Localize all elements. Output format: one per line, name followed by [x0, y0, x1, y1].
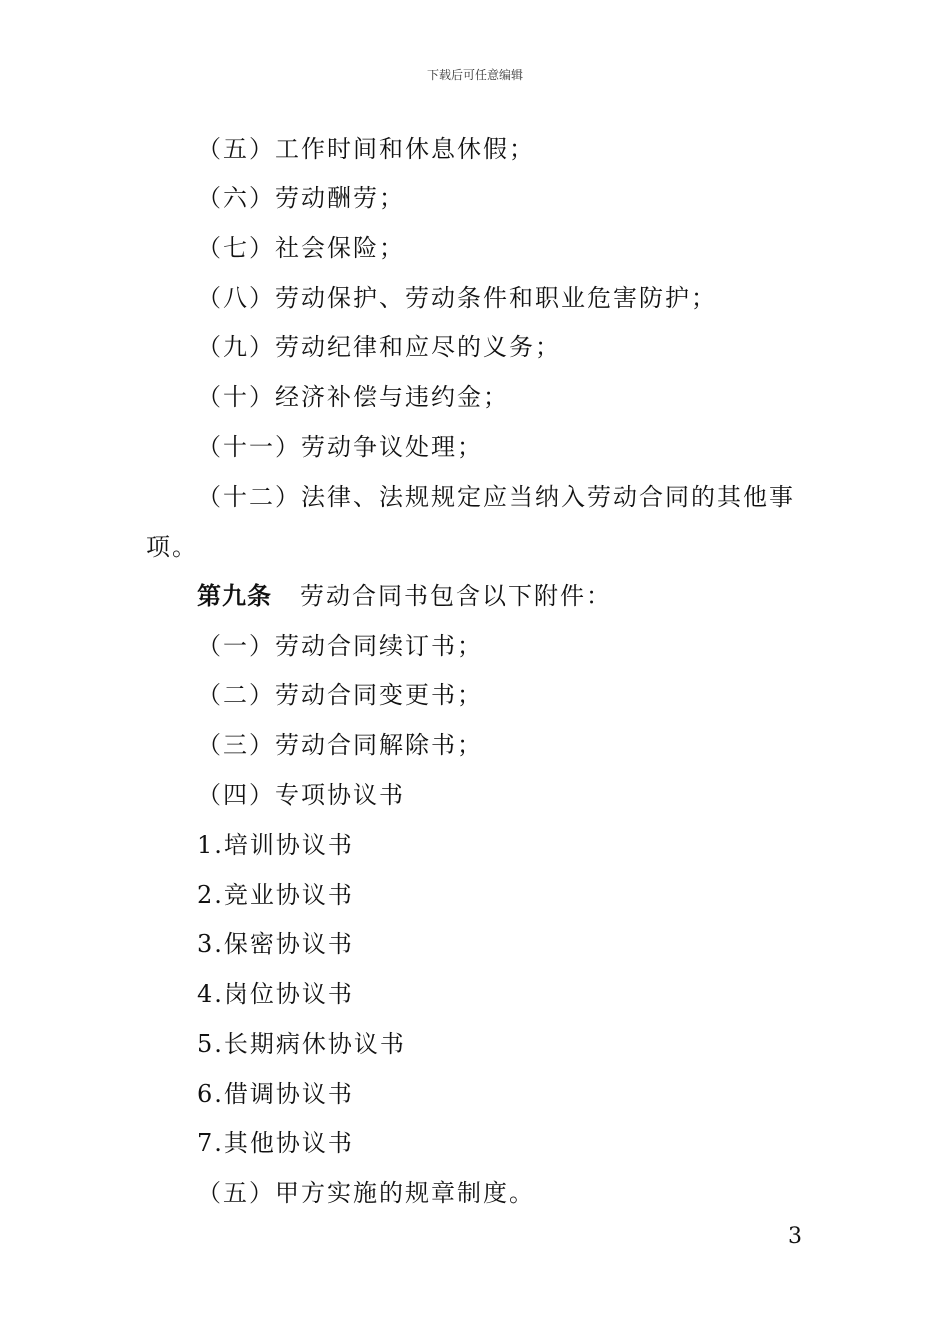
- list-item-other-matters-continued: 项。: [146, 533, 198, 561]
- annex-renewal: （一）劳动合同续订书；: [197, 632, 483, 660]
- list-item-labor-protection: （八）劳动保护、劳动条件和职业危害防护；: [197, 284, 717, 312]
- sub-item-position: 4.岗位协议书: [197, 980, 354, 1008]
- list-item-compensation: （十）经济补偿与违约金；: [197, 383, 509, 411]
- sub-item-non-compete: 2.竞业协议书: [197, 881, 354, 909]
- annex-termination: （三）劳动合同解除书；: [197, 731, 483, 759]
- header-note: 下载后可任意编辑: [426, 68, 523, 82]
- annex-change: （二）劳动合同变更书；: [197, 681, 483, 709]
- article-9: [197, 581, 612, 611]
- list-item-other-matters: （十二）法律、法规规定应当纳入劳动合同的其他事: [197, 483, 795, 511]
- sub-item-training: 1.培训协议书: [197, 831, 354, 859]
- sub-item-confidentiality: 3.保密协议书: [197, 930, 354, 958]
- list-item-social-insurance: （七）社会保险；: [197, 234, 405, 262]
- sub-item-secondment: 6.借调协议书: [197, 1080, 354, 1108]
- list-item-dispute-handling: （十一）劳动争议处理；: [197, 433, 483, 461]
- list-item-labor-discipline: （九）劳动纪律和应尽的义务；: [197, 333, 561, 361]
- list-item-work-hours: （五）工作时间和休息休假；: [197, 135, 535, 163]
- page-number: 3: [788, 1224, 802, 1249]
- list-item-remuneration: （六）劳动酬劳；: [197, 184, 405, 212]
- sub-item-sick-leave: 5.长期病休协议书: [197, 1030, 406, 1058]
- article-9-text: 劳动合同书包含以下附件：: [300, 582, 612, 610]
- annex-special-agreements: （四）专项协议书: [197, 781, 405, 809]
- article-9-heading: 第九条: [197, 581, 272, 610]
- annex-regulations: （五）甲方实施的规章制度。: [197, 1179, 535, 1207]
- sub-item-other: 7.其他协议书: [197, 1129, 354, 1157]
